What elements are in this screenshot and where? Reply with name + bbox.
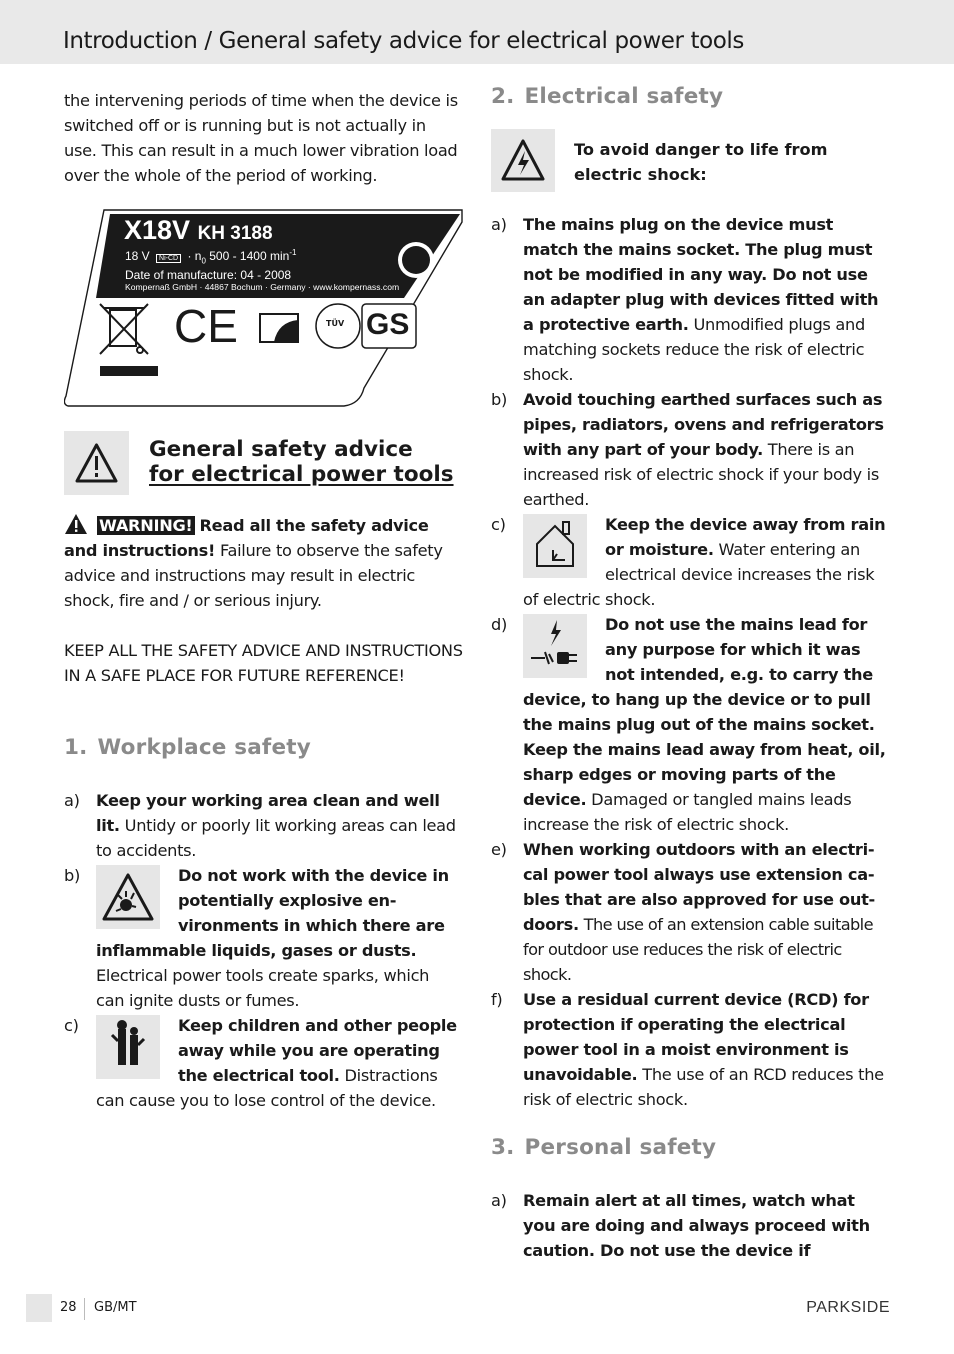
electrical-safety-list <box>465 212 889 1112</box>
warning-label: WARNING! <box>99 516 193 535</box>
general-safety-title-line1: General safety advice <box>149 437 413 462</box>
section-1-title: Workplace safety <box>97 735 311 760</box>
keep-children-away-icon <box>96 1015 160 1079</box>
section-2-title: Electrical safety <box>524 84 724 109</box>
item-text: The use of an extension cable suitable for outdoor use reduces the risk of electric shock. <box>523 915 873 984</box>
item-bold: Keep your working area clean and well lit. <box>96 791 440 835</box>
explosion-hazard-icon <box>96 865 160 929</box>
item-text: Untidy or poorly lit working areas can lead to accidents. <box>96 816 456 860</box>
label-battery-type: Ni-CD <box>156 254 181 263</box>
label-company: Kompernaß GmbH · 44867 Bochum · Germany · www.kompernass.com <box>125 282 400 292</box>
intro-paragraph: the intervening periods of time when the device is switched off or is running but is not actually in use. This can result in a much lower vibration load over the whole of the period of working. <box>64 91 458 185</box>
label-manufacture-date: Date of manufacture: 04 - 2008 <box>125 268 292 283</box>
keep-instructions-text: KEEP ALL THE SAFETY ADVICE AND INSTRUCTIONS IN A SAFE PLACE FOR FUTURE REFERENCE! <box>64 641 463 685</box>
list-item <box>38 788 462 863</box>
section-1-heading <box>64 735 311 760</box>
item-label: a) <box>491 215 507 234</box>
gs-mark: GS <box>366 308 410 341</box>
item-label: b) <box>64 866 80 885</box>
warning-icon <box>64 431 129 495</box>
item-label: a) <box>64 791 80 810</box>
page-footer <box>0 1294 954 1324</box>
item-text: Water entering an electrical device increases the risk of electric shock. <box>523 540 875 609</box>
list-item <box>465 512 889 612</box>
label-speed-symbol: · n <box>187 249 202 263</box>
item-text: Unmodified plugs and matching sockets reduce the risk of electric shock. <box>523 315 865 384</box>
item-text: Electrical power tools create sparks, which can ignite dusts or fumes. <box>96 966 430 1010</box>
general-safety-title-line2: for electrical power tools <box>149 462 454 487</box>
label-speed-value: 500 - 1400 min <box>209 249 290 263</box>
label-code: KH 3188 <box>197 223 273 244</box>
item-label: d) <box>491 615 507 634</box>
danger-block <box>491 129 891 193</box>
page-title: Introduction / General safety advice for electrical power tools <box>63 28 744 54</box>
footer-tab <box>26 1294 52 1322</box>
section-2-number: 2. <box>491 84 515 109</box>
general-safety-heading-block <box>64 431 464 495</box>
page-header <box>0 0 954 64</box>
label-speed-sup: -1 <box>289 248 297 257</box>
warning-paragraph <box>64 513 464 688</box>
locale-code: GB/MT <box>94 1300 137 1315</box>
rain-house-icon <box>523 514 587 578</box>
damaged-cable-icon <box>523 614 587 678</box>
item-label: f) <box>491 990 503 1009</box>
section-3-title: Personal safety <box>524 1135 717 1160</box>
list-item <box>465 1188 889 1263</box>
list-item <box>38 1013 462 1113</box>
ce-mark: CE <box>174 300 238 352</box>
left-column <box>64 88 460 188</box>
rating-label-plate <box>64 208 464 408</box>
item-bold: When working outdoors with an electrical power tool always use extension cables that are also approved for use outdoors. <box>523 840 876 934</box>
item-label: b) <box>491 390 507 409</box>
item-bold: Use a residual current device (RCD) for protection if operating the electrical power tool in a moist environment is unavoidable. <box>523 990 869 1084</box>
warning-body-text: Failure to observe the safety advice and instructions may result in electric shock, fire and / or serious injury. <box>64 541 443 610</box>
item-bold: Avoid touching earthed surfaces such as pipes, radiators, ovens and refrigerators with any part of your body. <box>523 390 884 459</box>
label-model: X18V <box>124 215 191 245</box>
item-label: c) <box>64 1016 79 1035</box>
brand-logo: PARKSIDE <box>806 1299 890 1316</box>
list-item <box>465 612 889 837</box>
page-number: 28 <box>60 1300 77 1315</box>
footer-divider <box>84 1298 85 1320</box>
item-bold: Do not use the mains lead for any purpose for which it was not intended, e.g. to carry the device, to hang up the device or to pull the mains plug out of the mains socket. Keep the mains lead away from heat, oil, sharp edges or moving parts of the device. <box>523 615 886 809</box>
item-bold: The mains plug on the device must match the mains socket. The plug must not be modified in any way. Do not use an adapter plug with devices fitted with a protective earth. <box>523 215 879 334</box>
item-bold: Remain alert at all times, watch what you are doing and always proceed with caution. Do not use the device if <box>523 1191 870 1260</box>
electric-hazard-icon <box>491 129 555 192</box>
list-item <box>465 987 889 1112</box>
list-item <box>465 387 889 512</box>
list-item <box>38 863 462 1013</box>
section-2-heading <box>491 84 723 109</box>
warning-bold-text: Read all the safety advice and instructions! <box>64 516 429 560</box>
item-label: e) <box>491 840 507 859</box>
item-label: a) <box>491 1191 507 1210</box>
section-3-number: 3. <box>491 1135 515 1160</box>
label-voltage: 18 V <box>125 249 150 263</box>
warning-triangle-icon <box>64 513 90 535</box>
list-item <box>465 212 889 387</box>
item-text: Damaged or tangled mains leads increase the risk of electric shock. <box>523 790 852 834</box>
item-text: Distractions can cause you to lose control of the device. <box>96 1066 438 1110</box>
item-bold: Do not work with the device in potentially explosive environments in which there are inflammable liquids, gases or dusts. <box>96 866 449 960</box>
personal-safety-list <box>465 1188 889 1263</box>
danger-text: To avoid danger to life from electric shock: <box>574 140 828 184</box>
list-item <box>465 837 889 987</box>
label-speed-sub: 0 <box>201 256 206 266</box>
item-text: There is an increased risk of electric shock if your body is earthed. <box>523 440 879 509</box>
item-label: c) <box>491 515 506 534</box>
workplace-safety-list <box>38 788 462 1113</box>
section-3-heading <box>491 1135 716 1160</box>
item-bold: Keep children and other people away while you are operating the electrical tool. <box>178 1016 457 1085</box>
section-1-number: 1. <box>64 735 88 760</box>
tuv-mark: TÜV <box>326 319 345 328</box>
item-text: The use of an RCD reduces the risk of electric shock. <box>523 1065 884 1109</box>
item-bold: Keep the device away from rain or moisture. <box>605 515 886 559</box>
